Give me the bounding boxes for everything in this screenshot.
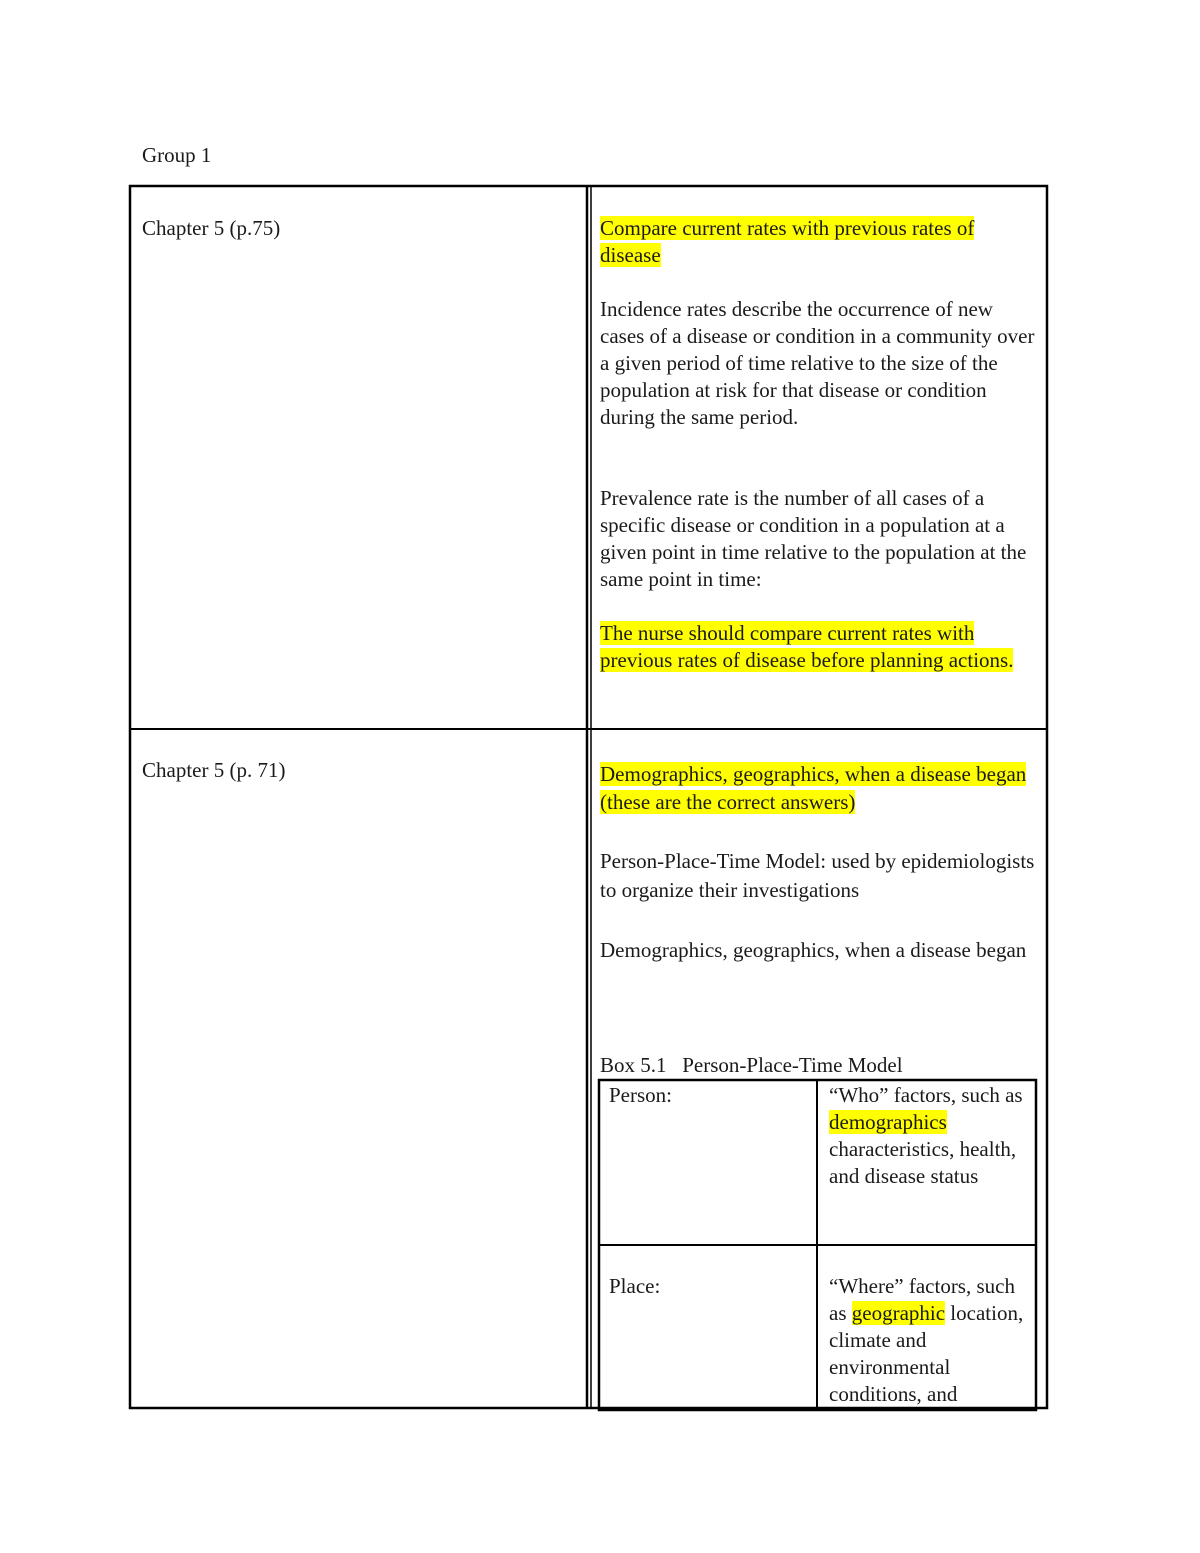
box-person-pre: “Who” factors, such as <box>829 1083 1023 1107</box>
box-title: Box 5.1 Person-Place-Time Model <box>600 1053 903 1077</box>
box-person-post: characteristics, health, and disease status <box>829 1137 1017 1188</box>
row2-content <box>600 760 1040 964</box>
row2-highlight-top <box>600 760 1040 816</box>
page-title: Group 1 <box>142 143 212 167</box>
row2-list: Demographics, geographics, when a disease began <box>600 938 1027 962</box>
box-place-label: Place: <box>609 1274 661 1298</box>
box-place-pre: “Where” factors, such as <box>829 1274 1015 1325</box>
box-place-post: location, climate and environmental conditions, and <box>829 1301 1024 1406</box>
row1-highlight-top-text: Compare current rates with previous rates of disease <box>600 216 975 267</box>
box-place-desc <box>829 1273 1034 1408</box>
row1-content <box>600 215 1040 674</box>
row2-chapter: Chapter 5 (p. 71) <box>142 758 286 782</box>
box-person-label: Person: <box>609 1083 672 1107</box>
row1-prevalence: Prevalence rate is the number of all cases of a specific disease or condition in a population at a given point in time relative to the population at the same point in time: <box>600 486 1027 591</box>
row1-highlight-bottom-text: The nurse should compare current rates with previous rates of disease before planning actions. <box>600 621 1014 672</box>
box-person-desc <box>829 1082 1029 1190</box>
box-person-highlight: demographics <box>829 1110 947 1134</box>
row1-chapter: Chapter 5 (p.75) <box>142 216 281 240</box>
row2-model-desc: Person-Place-Time Model: used by epidemiologists to organize their investigations <box>600 849 1035 902</box>
row1-incidence: Incidence rates describe the occurrence of new cases of a disease or condition in a community over a given period of time relative to the size of the population at risk for that disease or condition during the same period. <box>600 297 1035 429</box>
row2-highlight-top-text: Demographics, geographics, when a disease began (these are the correct answers) <box>600 762 1027 814</box>
box-place-highlight: geographic <box>851 1301 946 1325</box>
row1-highlight-bottom <box>600 620 1040 674</box>
row1-highlight-top <box>600 215 1040 269</box>
